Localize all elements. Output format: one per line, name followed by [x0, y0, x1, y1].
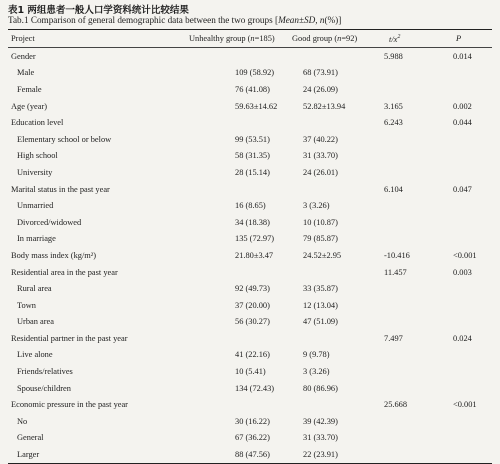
cell-statistic: -10.416: [384, 250, 410, 260]
cell-good: 33 (35.87): [303, 284, 338, 294]
cell-statistic: [371, 413, 431, 430]
cell-unhealthy: [184, 264, 291, 281]
cell-p-value: [431, 214, 492, 231]
cell-unhealthy: 135 (72.97): [235, 234, 275, 244]
cell-good: 31 (33.70): [303, 433, 338, 443]
cell-unhealthy: 58 (31.35): [235, 151, 270, 161]
cell-good: 24.52±2.95: [303, 250, 342, 260]
header-p-value: P: [431, 30, 492, 48]
cell-p-value: [431, 297, 492, 314]
cell-p-value: [431, 314, 492, 331]
cell-statistic: [371, 148, 431, 165]
cell-statistic: [371, 380, 431, 397]
table-body: [8, 48, 492, 464]
row-label: Male: [17, 68, 35, 78]
cell-p-value: <0.001: [453, 400, 477, 410]
cell-unhealthy: [184, 396, 291, 413]
cell-p-value: [431, 413, 492, 430]
table-row-category: [8, 48, 492, 65]
cell-unhealthy: 16 (8.65): [235, 201, 266, 211]
cell-p-value: 0.024: [453, 333, 472, 343]
cell-p-value: 0.044: [453, 118, 472, 128]
row-label: Friends/relatives: [17, 367, 73, 377]
cell-unhealthy: 56 (30.27): [235, 317, 270, 327]
cell-unhealthy: 37 (20.00): [235, 300, 270, 310]
row-label: General: [17, 433, 44, 443]
cell-statistic: [371, 197, 431, 214]
row-label: Unmarried: [17, 201, 54, 211]
cell-unhealthy: 30 (16.22): [235, 416, 270, 426]
row-label: Economic pressure in the past year: [11, 400, 128, 410]
cell-good: 10 (10.87): [303, 217, 338, 227]
cell-good: 68 (73.91): [303, 68, 338, 78]
cell-statistic: [371, 81, 431, 98]
cell-unhealthy: 92 (49.73): [235, 284, 270, 294]
cell-p-value: [431, 148, 492, 165]
row-label: Gender: [11, 51, 36, 61]
table-row-category: [8, 264, 492, 281]
cell-p-value: [431, 380, 492, 397]
row-label: Town: [17, 300, 36, 310]
cell-p-value: [431, 197, 492, 214]
cell-statistic: [371, 297, 431, 314]
table-row-subcategory: [8, 430, 492, 447]
cell-statistic: [371, 214, 431, 231]
table-row-subcategory: [8, 347, 492, 364]
cell-good: 79 (85.87): [303, 234, 338, 244]
table-row-subcategory: [8, 164, 492, 181]
table-row-category: [8, 114, 492, 131]
cell-good: [291, 330, 371, 347]
row-label: Female: [17, 84, 42, 94]
cell-statistic: [371, 280, 431, 297]
header-t-chi-square: $t/x^2$: [371, 30, 431, 48]
cell-p-value: 0.003: [453, 267, 472, 277]
table-row-subcategory: [8, 280, 492, 297]
cell-good: 3 (3.26): [303, 367, 330, 377]
table-row-category: [8, 396, 492, 413]
cell-unhealthy: 134 (72.43): [235, 383, 275, 393]
cell-good: 37 (40.22): [303, 134, 338, 144]
table-row-subcategory: [8, 81, 492, 98]
row-label: Marital status in the past year: [11, 184, 110, 194]
cell-good: [291, 181, 371, 198]
cell-good: 52.82±13.94: [303, 101, 346, 111]
cell-p-value: 0.002: [453, 101, 472, 111]
cell-unhealthy: 21.80±3.47: [235, 250, 274, 260]
row-label: Larger: [8, 446, 184, 463]
cell-good: 3 (3.26): [303, 201, 330, 211]
cell-good: 12 (13.04): [303, 300, 338, 310]
table-row-subcategory: [8, 197, 492, 214]
cell-good: 22 (23.91): [291, 446, 371, 463]
table-row-subcategory: [8, 148, 492, 165]
cell-p-value: [431, 363, 492, 380]
row-label: No: [17, 416, 28, 426]
row-label: Rural area: [17, 284, 52, 294]
cell-unhealthy: [184, 181, 291, 198]
cell-good: [291, 114, 371, 131]
table-caption-english: Tab.1 Comparison of general demographic data between the two groups [Mean±SD, n(%)]: [8, 15, 342, 25]
table-row-subcategory: [8, 214, 492, 231]
row-label: Body mass index (kg/m²): [11, 250, 97, 260]
row-label: Urban area: [17, 317, 54, 327]
table-header-row: [8, 30, 492, 48]
cell-p-value: 0.014: [453, 51, 472, 61]
cell-statistic: [371, 430, 431, 447]
cell-p-value: <0.001: [453, 250, 477, 260]
header-project: Project: [8, 30, 184, 48]
cell-unhealthy: 59.63±14.62: [235, 101, 278, 111]
cell-unhealthy: 67 (36.22): [235, 433, 270, 443]
cell-good: 9 (9.78): [303, 350, 330, 360]
cell-statistic: 6.243: [384, 118, 403, 128]
cell-p-value: [431, 280, 492, 297]
cell-statistic: [371, 363, 431, 380]
cell-unhealthy: 28 (15.14): [235, 167, 270, 177]
cell-good: [291, 264, 371, 281]
cell-unhealthy: 109 (58.92): [235, 68, 275, 78]
table-row-category: [8, 181, 492, 198]
table-row-subcategory: [8, 363, 492, 380]
cell-statistic: 3.165: [384, 101, 403, 111]
row-label: High school: [17, 151, 58, 161]
cell-unhealthy: 99 (53.51): [235, 134, 270, 144]
cell-statistic: 11.457: [384, 267, 407, 277]
row-label: Residential area in the past year: [11, 267, 118, 277]
table-row-subcategory: [8, 65, 492, 82]
row-label: Elementary school or below: [17, 134, 112, 144]
cell-unhealthy: 34 (18.38): [235, 217, 270, 227]
cell-statistic: [371, 65, 431, 82]
header-good-group: Good group (n=92): [291, 30, 371, 48]
row-label: Education level: [11, 118, 64, 128]
cell-unhealthy: 88 (47.56): [184, 446, 291, 463]
table-caption-chinese: 表1 两组患者一般人口学资料统计比较结果: [8, 5, 189, 16]
cell-good: 80 (86.96): [303, 383, 338, 393]
row-label: Residential partner in the past year: [11, 333, 128, 343]
cell-statistic: [371, 347, 431, 364]
cell-statistic: [371, 314, 431, 331]
cell-p-value: [431, 65, 492, 82]
table-row-subcategory: [8, 314, 492, 331]
cell-p-value: [431, 81, 492, 98]
cell-good: 47 (51.09): [303, 317, 338, 327]
header-unhealthy-group: Unhealthy group (n=185): [184, 30, 291, 48]
table-row-subcategory: [8, 297, 492, 314]
cell-statistic: 6.104: [384, 184, 403, 194]
demographic-table: [8, 29, 492, 464]
table-row-subcategory: [8, 413, 492, 430]
cell-statistic: 25.668: [384, 400, 408, 410]
cell-unhealthy: [184, 114, 291, 131]
cell-good: 24 (26.09): [303, 84, 338, 94]
cell-unhealthy: 41 (22.16): [235, 350, 270, 360]
cell-unhealthy: [184, 48, 291, 65]
cell-statistic: [371, 131, 431, 148]
cell-unhealthy: 76 (41.08): [235, 84, 270, 94]
row-label: Spouse/children: [17, 383, 71, 393]
cell-statistic: 7.497: [384, 333, 403, 343]
row-label: Divorced/widowed: [17, 217, 82, 227]
cell-good: 31 (33.70): [303, 151, 338, 161]
cell-p-value: [431, 231, 492, 248]
cell-statistic: [371, 164, 431, 181]
table-row-subcategory: [8, 131, 492, 148]
cell-p-value: [431, 430, 492, 447]
cell-p-value: [431, 131, 492, 148]
cell-p-value: [431, 164, 492, 181]
cell-unhealthy: 10 (5.41): [235, 367, 266, 377]
cell-statistic: [371, 231, 431, 248]
row-label: In marriage: [17, 234, 56, 244]
cell-unhealthy: [184, 330, 291, 347]
table-row-subcategory: [8, 231, 492, 248]
table-row-category: [8, 330, 492, 347]
table-row-category: [8, 247, 492, 264]
cell-p-value: 0.047: [453, 184, 472, 194]
cell-p-value: [431, 347, 492, 364]
cell-good: [291, 396, 371, 413]
cell-good: 39 (42.39): [303, 416, 338, 426]
row-label: Age (year): [11, 101, 48, 111]
table-row-category: [8, 98, 492, 115]
cell-good: 24 (26.01): [303, 167, 338, 177]
cell-statistic: 5.988: [384, 51, 403, 61]
row-label: Live alone: [17, 350, 53, 360]
row-label: University: [17, 167, 53, 177]
cell-good: [291, 48, 371, 65]
table-row-subcategory: [8, 380, 492, 397]
